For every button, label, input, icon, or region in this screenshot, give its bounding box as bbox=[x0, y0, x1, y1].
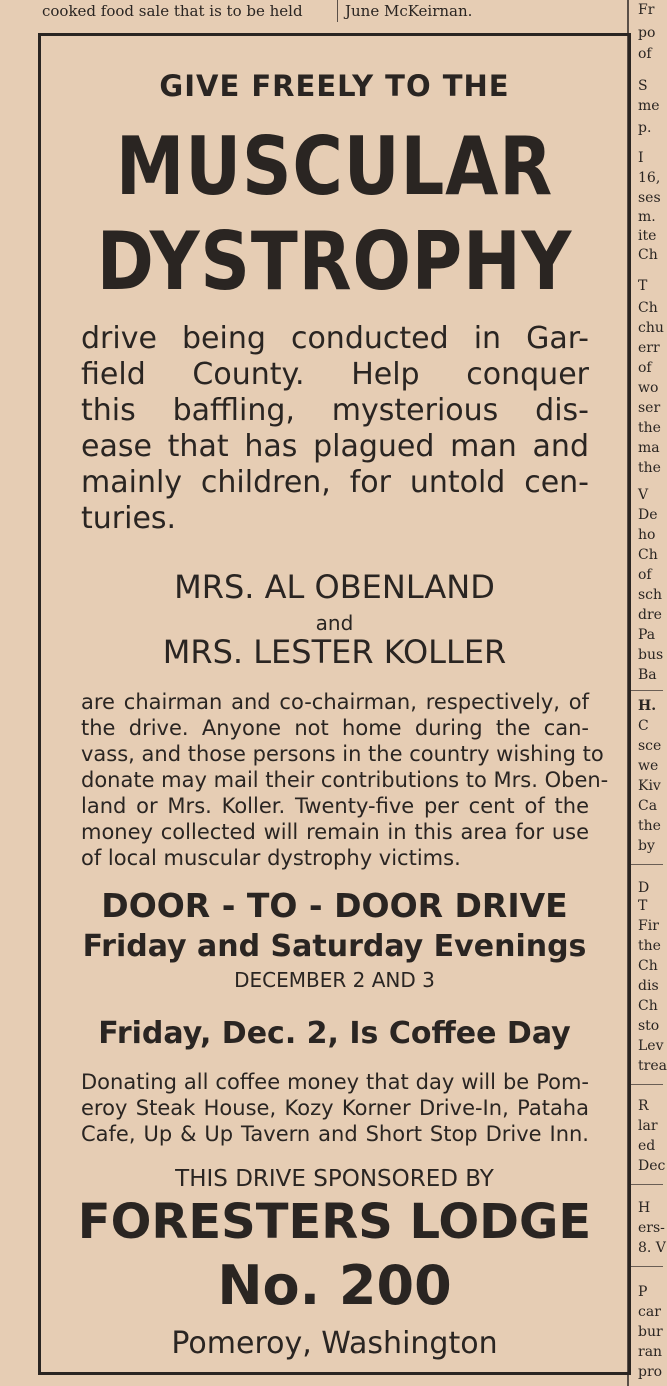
right-column-rule bbox=[630, 864, 663, 865]
body-line: vass, and those persons in the country wishing to bbox=[81, 742, 604, 766]
chair-name: MRS. AL OBENLAND bbox=[174, 568, 495, 606]
right-column-fragment: Ch bbox=[638, 547, 658, 563]
muscular-dystrophy-ad bbox=[38, 33, 631, 1375]
lodge-number: No. 200 bbox=[217, 1254, 452, 1317]
body-line: of local muscular dystrophy victims. bbox=[81, 846, 461, 870]
coffee-day-title: Friday, Dec. 2, Is Coffee Day bbox=[98, 1016, 571, 1051]
right-column-fragment: dis bbox=[638, 978, 659, 994]
right-column-fragment: ser bbox=[638, 400, 661, 416]
right-column-fragment: H. bbox=[638, 698, 657, 714]
intro-line: field County. Help conquer bbox=[81, 357, 589, 392]
cochair-name: MRS. LESTER KOLLER bbox=[162, 633, 507, 671]
drive-title: DOOR - TO - DOOR DRIVE bbox=[101, 886, 568, 925]
drive-days: Friday and Saturday Evenings bbox=[82, 929, 587, 964]
right-column-fragment: bus bbox=[638, 647, 664, 663]
right-column-fragment: I bbox=[638, 150, 644, 166]
right-column-fragment: S bbox=[638, 78, 648, 94]
lodge-name: FORESTERS LODGE bbox=[77, 1194, 592, 1250]
right-column-cropped bbox=[630, 0, 667, 1386]
right-column-fragment: the bbox=[638, 938, 661, 954]
right-column-fragment: ran bbox=[638, 1344, 663, 1360]
body-line: the drive. Anyone not home during the can- bbox=[81, 716, 589, 740]
right-column-fragment: Fir bbox=[638, 918, 659, 934]
right-column-fragment: ed bbox=[638, 1138, 656, 1154]
right-column-fragment: m. bbox=[638, 209, 656, 225]
right-column-fragment: the bbox=[638, 460, 661, 476]
right-column-fragment: ite bbox=[638, 228, 657, 244]
intro-line: mainly children, for untold cen- bbox=[81, 465, 589, 500]
right-column-fragment: T bbox=[638, 898, 648, 914]
right-column-fragment: of bbox=[638, 46, 652, 62]
sponsor-intro: THIS DRIVE SPONSORED BY bbox=[175, 1166, 494, 1192]
right-column-fragment: ses bbox=[638, 190, 661, 206]
right-column-fragment: Pa bbox=[638, 627, 656, 643]
right-column-fragment: Ch bbox=[638, 998, 658, 1014]
headline-dystrophy: DYSTROPHY bbox=[96, 215, 573, 308]
right-column-fragment: ers- bbox=[638, 1220, 665, 1236]
right-column-fragment: Ch bbox=[638, 958, 658, 974]
top-article-byline: June McKeirnan. bbox=[345, 2, 473, 20]
coffee-line: eroy Steak House, Kozy Korner Drive-In, Pataha bbox=[81, 1096, 589, 1120]
column-divider bbox=[337, 0, 338, 22]
right-column-fragment: of bbox=[638, 567, 652, 583]
right-column-fragment: of bbox=[638, 360, 652, 376]
right-column-fragment: C bbox=[638, 718, 649, 734]
coffee-line: Donating all coffee money that day will be Pom- bbox=[81, 1070, 589, 1094]
right-column-fragment: Fr bbox=[638, 2, 655, 18]
headline-give-freely: GIVE FREELY TO THE bbox=[159, 69, 510, 103]
right-column-fragment: sch bbox=[638, 587, 663, 603]
lodge-city: Pomeroy, Washington bbox=[171, 1326, 498, 1361]
right-column-fragment: R bbox=[638, 1098, 649, 1114]
right-column-fragment: De bbox=[638, 507, 658, 523]
right-column-rule bbox=[630, 1084, 663, 1085]
right-column-fragment: ma bbox=[638, 440, 660, 456]
right-column-rule bbox=[630, 1184, 663, 1185]
right-column-fragment: by bbox=[638, 838, 655, 854]
right-column-fragment: pro bbox=[638, 1364, 663, 1380]
right-column-fragment: dre bbox=[638, 607, 662, 623]
body-line: money collected will remain in this area for use bbox=[81, 820, 589, 844]
right-column-fragment: ho bbox=[638, 527, 656, 543]
right-column-fragment: T bbox=[638, 278, 648, 294]
intro-line: this baffling, mysterious dis- bbox=[81, 393, 589, 428]
right-column-fragment: Lev bbox=[638, 1038, 664, 1054]
body-line: donate may mail their contributions to Mrs. Oben- bbox=[81, 768, 609, 792]
right-column-fragment: wo bbox=[638, 380, 659, 396]
right-column-fragment: po bbox=[638, 25, 656, 41]
right-column-fragment: Dec bbox=[638, 1158, 666, 1174]
intro-line: ease that has plagued man and bbox=[81, 429, 589, 464]
right-column-fragment: sto bbox=[638, 1018, 660, 1034]
right-column-fragment: D bbox=[638, 880, 650, 896]
intro-line: drive being conducted in Gar- bbox=[81, 321, 589, 356]
right-column-fragment: we bbox=[638, 758, 659, 774]
right-column-fragment: p. bbox=[638, 120, 652, 136]
right-column-fragment: V bbox=[638, 487, 649, 503]
right-column-fragment: chu bbox=[638, 320, 664, 336]
top-article-text: cooked food sale that is to be held bbox=[42, 2, 303, 20]
drive-dates: DECEMBER 2 AND 3 bbox=[234, 968, 435, 992]
headline-muscular: MUSCULAR bbox=[115, 120, 554, 213]
right-column-fragment: me bbox=[638, 98, 660, 114]
right-column-fragment: 8. V bbox=[638, 1240, 666, 1256]
right-column-fragment: bur bbox=[638, 1324, 663, 1340]
right-column-fragment: sce bbox=[638, 738, 662, 754]
and-connector: and bbox=[315, 611, 354, 635]
right-column-fragment: lar bbox=[638, 1118, 658, 1134]
right-column-fragment: trea bbox=[638, 1058, 667, 1074]
right-column-rule bbox=[630, 1266, 663, 1267]
right-column-fragment: Ca bbox=[638, 798, 658, 814]
right-column-fragment: H bbox=[638, 1200, 651, 1216]
right-column-fragment: Ch bbox=[638, 300, 658, 316]
right-column-fragment: Ba bbox=[638, 667, 657, 683]
right-column-fragment: P bbox=[638, 1284, 648, 1300]
right-column-rule bbox=[630, 690, 663, 691]
intro-line: turies. bbox=[81, 501, 177, 536]
top-article-strip bbox=[0, 0, 625, 26]
right-column-fragment: the bbox=[638, 818, 661, 834]
right-column-fragment: err bbox=[638, 340, 660, 356]
right-column-fragment: 16, bbox=[638, 170, 661, 186]
right-column-fragment: Ch bbox=[638, 247, 658, 263]
right-column-fragment: car bbox=[638, 1304, 661, 1320]
coffee-line: Cafe, Up & Up Tavern and Short Stop Drive Inn. bbox=[81, 1122, 589, 1146]
right-column-fragment: the bbox=[638, 420, 661, 436]
body-line: are chairman and co-chairman, respectively, of bbox=[81, 690, 589, 714]
body-line: land or Mrs. Koller. Twenty-five per cent of the bbox=[81, 794, 589, 818]
right-column-fragment: Kiv bbox=[638, 778, 661, 794]
